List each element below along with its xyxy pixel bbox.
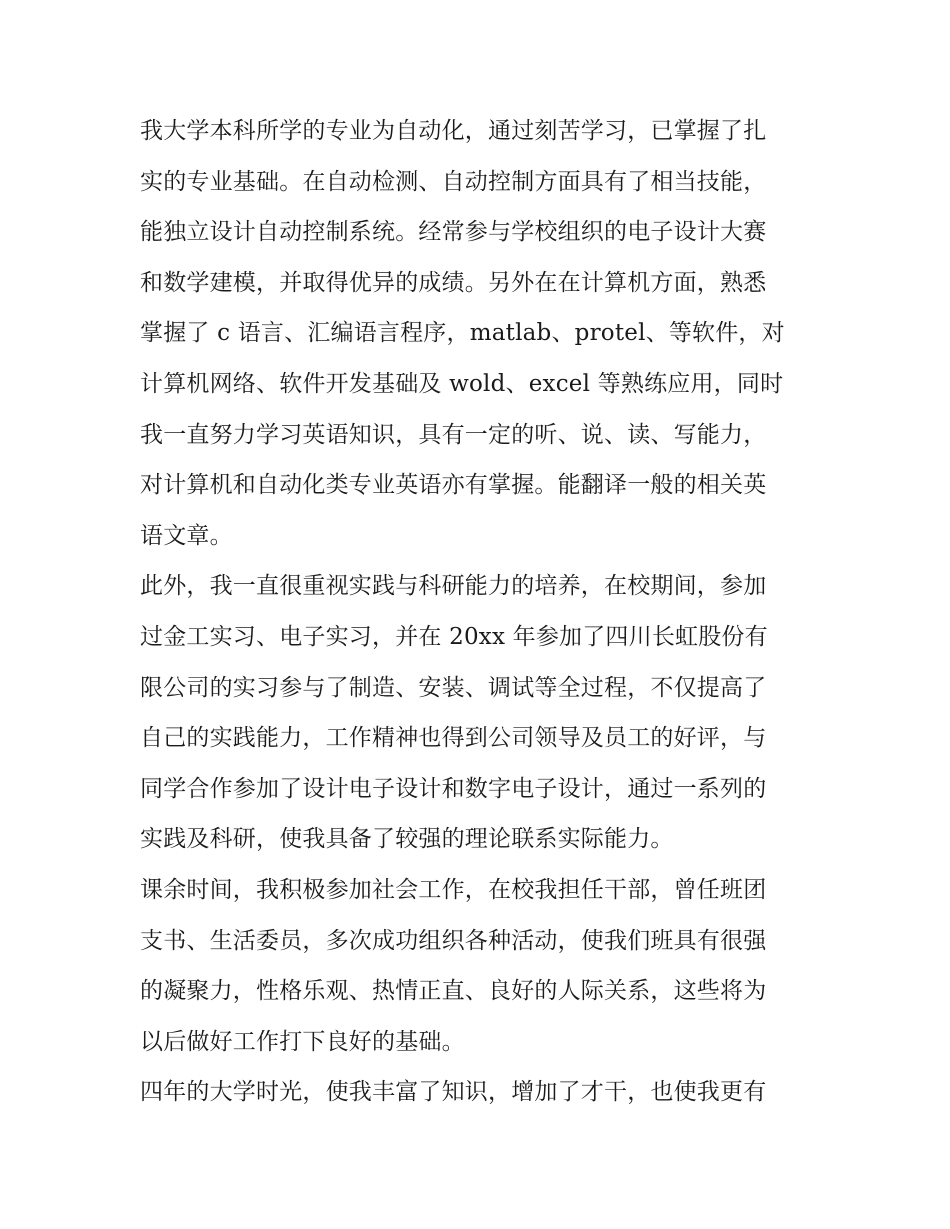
text-line: 我一直努力学习英语知识，具有一定的听、说、读、写能力， bbox=[140, 421, 767, 448]
paragraph-summary bbox=[140, 1067, 820, 1118]
paragraph-major bbox=[140, 106, 820, 561]
text-line: 限公司的实习参与了制造、安装、调试等全过程，不仅提高了 bbox=[140, 674, 767, 701]
text-line: 此外，我一直很重视实践与科研能力的培养，在校期间，参加 bbox=[140, 573, 767, 600]
text-line: 掌握了 c 语言、汇编语言程序，matlab、protel、等软件，对 bbox=[140, 320, 785, 347]
text-line: 语文章。 bbox=[140, 522, 233, 549]
text-line: 支书、生活委员，多次成功组织各种活动，使我们班具有很强 bbox=[140, 927, 767, 954]
text-line: 的凝聚力，性格乐观、热情正直、良好的人际关系，这些将为 bbox=[140, 978, 767, 1005]
document-body bbox=[140, 106, 820, 1118]
text-line: 自己的实践能力，工作精神也得到公司领导及员工的好评，与 bbox=[140, 725, 767, 752]
text-line: 课余时间，我积极参加社会工作，在校我担任干部，曾任班团 bbox=[140, 876, 767, 903]
paragraph-social-work bbox=[140, 865, 820, 1067]
text-line: 实的专业基础。在自动检测、自动控制方面具有了相当技能， bbox=[140, 168, 767, 195]
text-line: 计算机网络、软件开发基础及 wold、excel 等熟练应用，同时 bbox=[140, 370, 784, 397]
text-line: 能独立设计自动控制系统。经常参与学校组织的电子设计大赛 bbox=[140, 219, 767, 246]
text-line: 对计算机和自动化类专业英语亦有掌握。能翻译一般的相关英 bbox=[140, 472, 767, 499]
text-line: 以后做好工作打下良好的基础。 bbox=[140, 1028, 465, 1055]
text-line: 过金工实习、电子实习，并在 20xx 年参加了四川长虹股份有 bbox=[140, 623, 768, 650]
text-line: 同学合作参加了设计电子设计和数字电子设计，通过一系列的 bbox=[140, 775, 767, 802]
text-line: 四年的大学时光，使我丰富了知识，增加了才干，也使我更有 bbox=[140, 1079, 767, 1106]
paragraph-practice bbox=[140, 561, 820, 865]
text-line: 实践及科研，使我具备了较强的理论联系实际能力。 bbox=[140, 826, 674, 853]
text-line: 和数学建模，并取得优异的成绩。另外在在计算机方面，熟悉 bbox=[140, 269, 767, 296]
text-line: 我大学本科所学的专业为自动化，通过刻苦学习，已掌握了扎 bbox=[140, 118, 767, 144]
